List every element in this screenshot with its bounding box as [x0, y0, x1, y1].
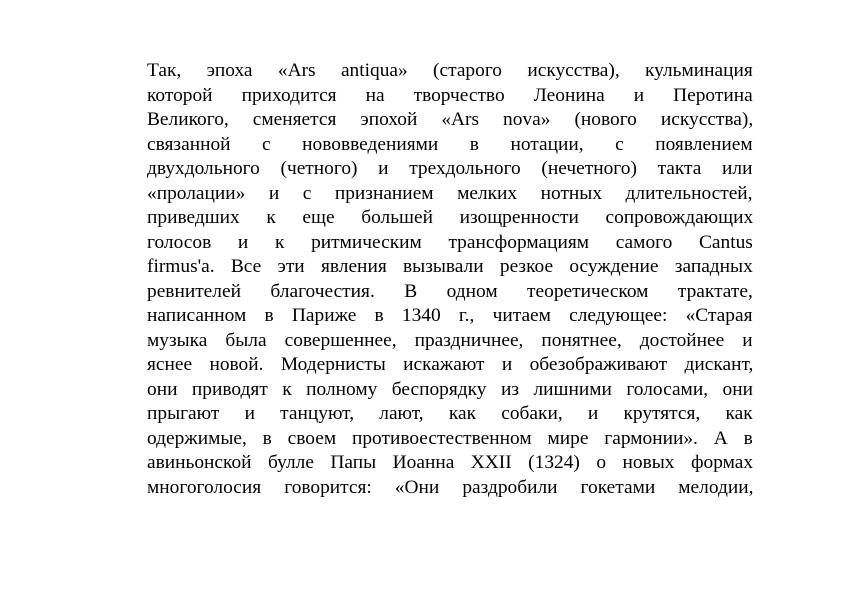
text-line-10: ревнителей благочестия. В одном теоретическом трактате,: [147, 280, 753, 302]
text-line-2: которой приходится на творчество Леонина и Перотина: [147, 84, 753, 106]
text-line-17: авиньонской булле Папы Иоанна XXII (1324) о новых формах: [147, 452, 754, 473]
text-line-5: двухдольного (четного) и трехдольного (нечетного) такта или: [147, 158, 753, 179]
text-line-4: связанной с нововведениями в нотации, с появлением: [147, 133, 753, 155]
text-line-12: музыка была совершеннее, праздничнее, понятнее, достойнее и: [147, 329, 753, 351]
text-line-1: Так, эпоха «Ars antiqua» (старого искусства), кульминация: [147, 60, 753, 81]
text-line-6: «пролации» и с признанием мелких нотных длительностей,: [147, 182, 753, 204]
text-line-18: многоголосия говорится: «Они раздробили гокетами мелодии,: [147, 476, 754, 498]
text-line-16: одержимые, в своем противоестественном мире гармонии». А в: [147, 427, 753, 449]
text-line-3: Великого, сменяется эпохой «Ars nova» (нового искусства),: [147, 109, 754, 130]
text-line-15: прыгают и танцуют, лают, как собаки, и крутятся, как: [147, 403, 753, 424]
text-line-7: приведших к еще большей изощренности сопровождающих: [147, 207, 754, 228]
text-line-11: написанном в Париже в 1340 г., читаем следующее: «Старая: [147, 305, 753, 326]
text-line-13: яснее новой. Модернисты искажают и обезображивают дискант,: [147, 354, 754, 375]
body-text: [147, 59, 753, 500]
text-line-8: голосов и к ритмическим трансформациям самого Cantus: [147, 231, 753, 253]
text-line-14: они приводят к полному беспорядку из лишними голосами, они: [147, 378, 753, 400]
text-line-9: firmus'a. Все эти явления вызывали резкое осуждение западных: [147, 256, 753, 277]
